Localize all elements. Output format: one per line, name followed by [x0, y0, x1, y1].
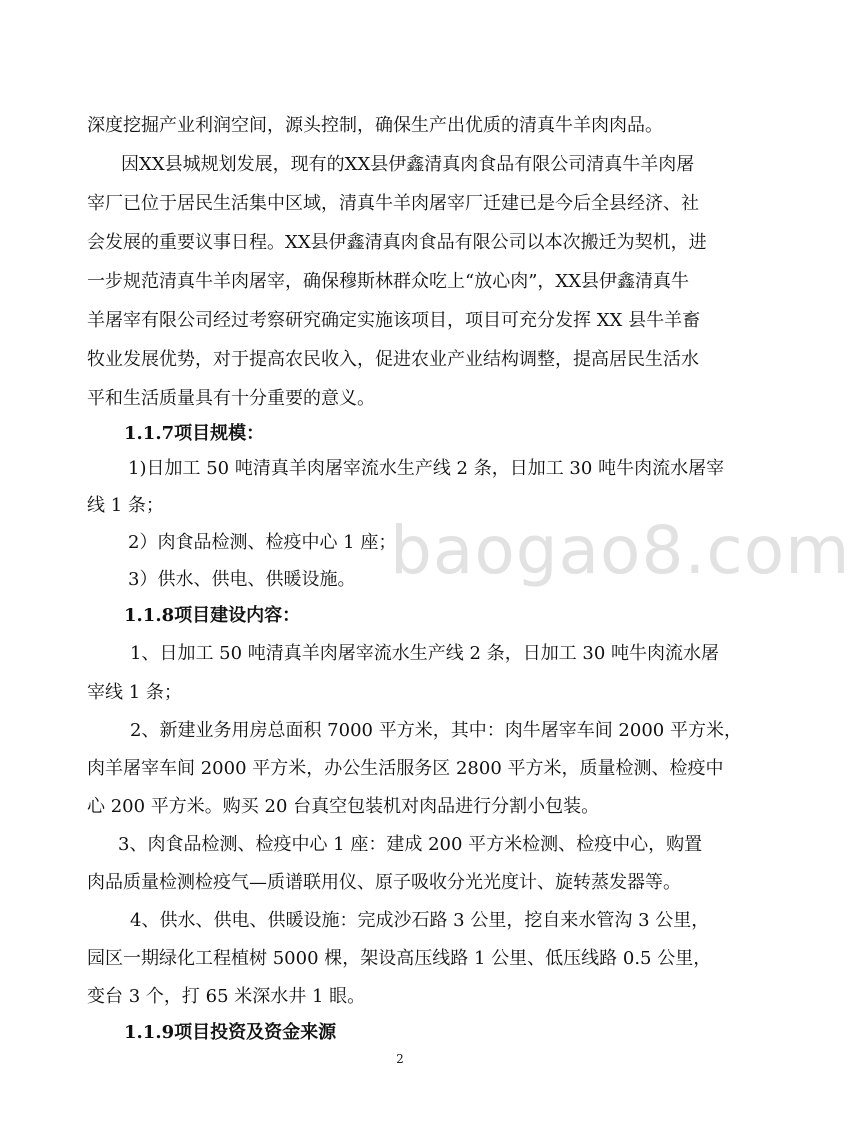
content-item: 宰线 1 条；: [87, 682, 182, 703]
section-heading-1-1-9: 1.1.9项目投资及资金来源: [124, 1022, 337, 1043]
paragraph-line: 宰厂已位于居民生活集中区域，清真牛羊肉屠宰厂迁建已是今后全县经济、社: [87, 193, 699, 214]
paragraph-line: 平和生活质量具有十分重要的意义。: [87, 388, 375, 409]
scale-item: 2）肉食品检测、检疫中心 1 座；: [128, 532, 397, 553]
paragraph-line: 因XX县城规划发展，现有的XX县伊鑫清真肉食品有限公司清真牛羊肉屠: [121, 154, 695, 175]
content-item: 变台 3 个，打 65 米深水井 1 眼。: [87, 986, 366, 1007]
content-item: 心 200 平方米。购买 20 台真空包装机对肉品进行分割小包装。: [87, 796, 600, 817]
paragraph-line: 会发展的重要议事日程。XX县伊鑫清真肉食品有限公司以本次搬迁为契机，进: [87, 232, 707, 253]
page-number: 2: [396, 1052, 404, 1066]
content-item: 肉品质量检测检疫气—质谱联用仪、原子吸收分光光度计、旋转蒸发器等。: [87, 872, 681, 893]
content-item: 园区一期绿化工程植树 5000 棵，架设高压线路 1 公里、低压线路 0.5 公里，: [87, 948, 712, 969]
scale-item: 线 1 条；: [87, 495, 164, 516]
paragraph-line: 一步规范清真牛羊肉屠宰，确保穆斯林群众吃上“放心肉”，XX县伊鑫清真牛: [87, 271, 690, 292]
content-item: 肉羊屠宰车间 2000 平方米，办公生活服务区 2800 平方米，质量检测、检疫中: [87, 758, 724, 779]
watermark: baogao8.com: [390, 512, 850, 589]
content-item: 2、新建业务用房总面积 7000 平方米，其中：肉牛屠宰车间 2000 平方米，: [130, 720, 742, 741]
content-item: 1、日加工 50 吨清真羊肉屠宰流水生产线 2 条，日加工 30 吨牛肉流水屠: [130, 643, 720, 664]
section-heading-1-1-8: 1.1.8项目建设内容：: [124, 605, 301, 626]
scale-item: 3）供水、供电、供暖设施。: [128, 569, 356, 590]
content-item: 3、肉食品检测、检疫中心 1 座：建成 200 平方米检测、检疫中心，购置: [118, 834, 703, 855]
paragraph-line: 深度挖掘产业利润空间，源头控制，确保生产出优质的清真牛羊肉肉品。: [87, 115, 663, 136]
paragraph-line: 牧业发展优势，对于提高农民收入，促进农业产业结构调整，提高居民生活水: [87, 349, 699, 370]
section-heading-1-1-7: 1.1.7项目规模：: [124, 423, 265, 444]
paragraph-line: 羊屠宰有限公司经过考察研究确定实施该项目，项目可充分发挥 XX 县牛羊畜: [87, 310, 701, 331]
content-item: 4、供水、供电、供暖设施：完成沙石路 3 公里，挖自来水管沟 3 公里，: [130, 910, 710, 931]
scale-item: 1)日加工 50 吨清真羊肉屠宰流水生产线 2 条，日加工 30 吨牛肉流水屠宰: [128, 458, 725, 479]
